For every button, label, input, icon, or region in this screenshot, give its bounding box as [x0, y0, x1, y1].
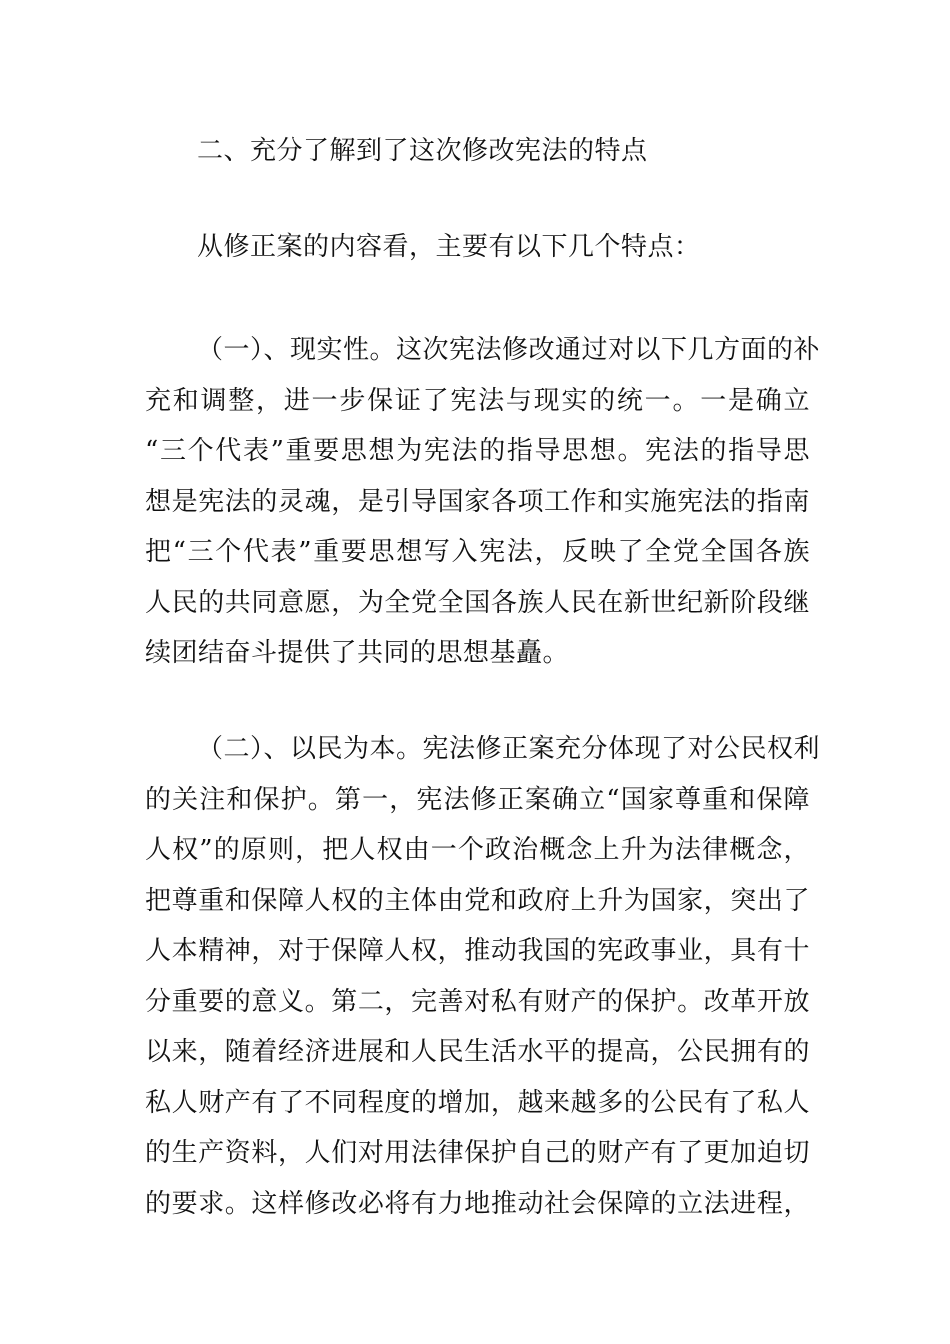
paragraph-line: 私人财产有了不同程度的增加，越来越多的公民有了私人: [145, 1087, 810, 1118]
paragraph-people-oriented: [145, 724, 821, 1229]
paragraph-line: 以来，随着经济进展和人民生活水平的提高，公民拥有的: [145, 1037, 810, 1067]
paragraph-line: （一）、现实性。这次宪法修改通过对以下几方面的补: [197, 335, 821, 365]
paragraph-line: 的生产资料，人们对用法律保护自己的财产有了更加迫切: [145, 1138, 810, 1168]
paragraph-line: 把“三个代表”重要思想写入宪法，反映了全党全国各族: [145, 537, 810, 567]
paragraph-line: 的要求。这样修改必将有力地推动社会保障的立法进程，: [145, 1188, 810, 1219]
section-heading: [145, 126, 810, 177]
paragraph-line: 的关注和保护。第一，宪法修正案确立“国家尊重和保障: [145, 784, 810, 815]
paragraph-line: 人本精神，对于保障人权，推动我国的宪政事业，具有十: [145, 936, 810, 966]
paragraph-line: 人民的共同意愿，为全党全国各族人民在新世纪新阶段继: [145, 587, 810, 618]
paragraph-line: “三个代表”重要思想为宪法的指导思想。宪法的指导思: [145, 436, 810, 466]
heading-text: 二、充分了解到了这次修改宪法的特点: [197, 136, 648, 166]
paragraph-line: 人权”的原则，把人权由一个政治概念上升为法律概念，: [145, 835, 810, 865]
paragraph-line: 把尊重和保障人权的主体由党和政府上升为国家，突出了: [145, 885, 810, 916]
paragraph-line: 分重要的意义。第二，完善对私有财产的保护。改革开放: [145, 986, 810, 1017]
paragraph-line: 充和调整，进一步保证了宪法与现实的统一。一是确立: [145, 385, 810, 416]
paragraph-line: 想是宪法的灵魂，是引导国家各项工作和实施宪法的指南: [145, 486, 810, 517]
paragraph-line: （二）、以民为本。宪法修正案充分体现了对公民权利: [197, 734, 821, 764]
paragraph-realism: [145, 325, 821, 679]
intro-paragraph: [145, 222, 810, 273]
paragraph-line: 续团结奋斗提供了共同的思想基矗。: [145, 638, 570, 668]
intro-text: 从修正案的内容看，主要有以下几个特点：: [197, 232, 701, 262]
